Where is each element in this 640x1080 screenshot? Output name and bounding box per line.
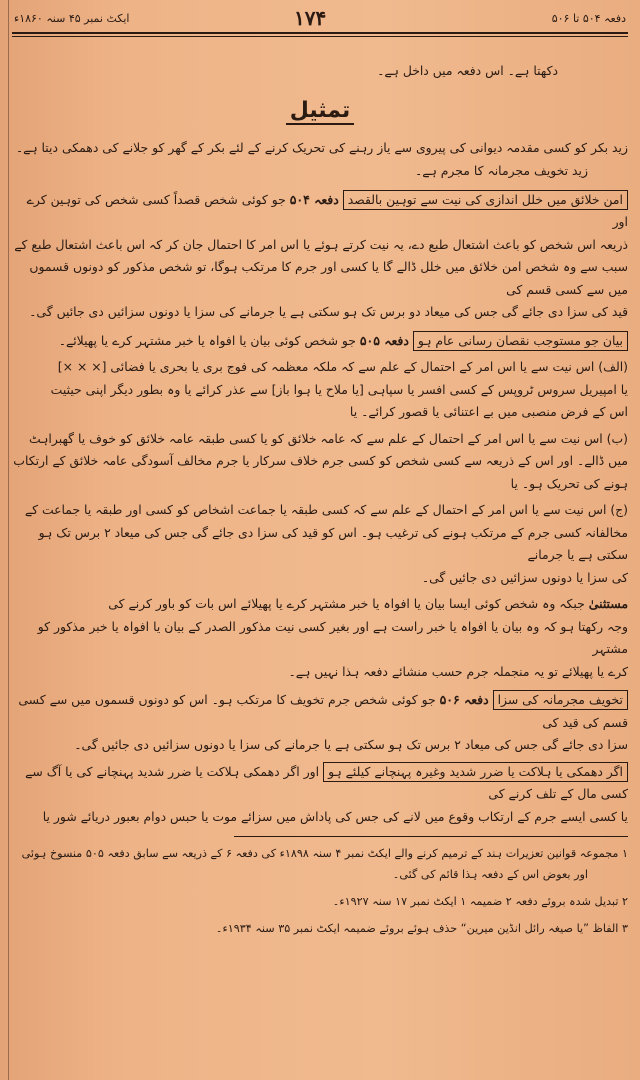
clause-c-text: کی سزا یا دونوں سزائیں دی جائیں گی۔ xyxy=(421,569,628,585)
footnote-rule xyxy=(234,836,628,837)
section-506-number: دفعہ ۵۰۶ xyxy=(439,692,489,707)
left-margin-line xyxy=(8,0,9,1080)
exception-text: جبکہ وہ شخص کوئی ایسا بیان یا افواہ یا خبر مشتہر کرے یا پھیلائے اس بات کو باور کرنے کی xyxy=(108,596,585,611)
section-506-first-line xyxy=(12,689,628,734)
page-body xyxy=(12,42,628,1080)
footnote-item: ۲ تبدیل شدہ بروئے دفعہ ۲ ضمیمہ ۱ ایکٹ نمبر ۱۷ سنہ ۱۹۲۷ء۔ xyxy=(332,895,628,908)
section-506-sub-text: یا کسی ایسے جرم کے ارتکاب وقوع میں لانے کی جس کی پاداش میں سزائے موت یا حبس دوام بعبور دریائے شور یا xyxy=(42,808,628,824)
clause-a-text: (الف) اس نیت سے یا اس امر کے احتمال کے علم سے کہ ملکہ معظمہ کی فوج بری یا بحری یا فضائی [× × ×] xyxy=(57,359,628,374)
section-505-lead: جو شخص کوئی بیان یا افواہ یا خبر مشتہر کرے یا پھیلائے۔ xyxy=(58,332,356,348)
footnote-item: ۱ مجموعہ قوانین تعزیرات ہند کے ترمیم کرنے والے ایکٹ نمبر ۴ سنہ ۱۸۹۸ء کی دفعہ ۶ کے ذریعہ سے سابق دفعہ ۵۰۵ منسوخ ہوئی xyxy=(21,847,628,860)
page-number: ۱۷۴ xyxy=(294,6,327,30)
clause-c-text: مخالفانہ کسی جرم کے مرتکب ہونے کی ترغیب ہو۔ اس کو قید کی سزا دی جائے گی جس کی میعاد ۲ برس تک ہو سکتی ہے یا جرمانے xyxy=(38,524,628,562)
intro-line: دکھتا ہے۔ اس دفعہ میں داخل ہے۔ xyxy=(377,63,558,78)
illustration-heading xyxy=(12,97,628,125)
section-504-text: سبب سے وہ شخص امن خلائق میں خلل ڈالے گا یا کسی اور جرم کا مرتکب ہوگا، تو شخص مذکور کو دونوں قسموں میں سے کسی قسم کی xyxy=(29,259,628,297)
section-505-number: دفعہ ۵۰۵ xyxy=(359,332,409,348)
section-504-first-line xyxy=(12,189,628,234)
section-506-sub-first-line xyxy=(12,761,628,806)
section-504-text: جو کوئی شخص قصداً کسی شخص کی توہین کرے اور xyxy=(26,191,628,229)
illustration-text: زید تخویف مجرمانہ کا مجرم ہے۔ xyxy=(415,163,588,178)
section-504-number: دفعہ ۵۰۴ xyxy=(289,191,339,207)
section-504-text: ذریعہ اس شخص کو باعث اشتعال طبع دے، یہ نیت کرتے ہوئے یا اس امر کا احتمال جان کر کہ اس باعث اشتعال طبع کے xyxy=(14,236,628,252)
section-506-sub-text: اور اگر دھمکی ہلاکت یا ضرر شدید پہنچانے کی یا آگ سے کسی مال کے تلف کرنے کی xyxy=(25,763,628,801)
exception-text: وجہ رکھتا ہو کہ وہ بیان یا افواہ یا خبر راست ہے اور بغیر کسی نیت مذکور الصدر کے بیان یا افواہ یا خبر مذکور کو مشتہر xyxy=(37,618,628,656)
header-section-range: دفعہ ۵۰۴ تا ۵۰۶ xyxy=(551,12,626,25)
footnotes xyxy=(12,843,628,939)
footnote-item: اور بعوض اس کے دفعہ ہذا قائم کی گئی۔ xyxy=(392,868,588,881)
section-505 xyxy=(12,330,628,684)
exception-text: کرے یا پھیلائے تو یہ منجملہ جرم حسب منشائے دفعہ ہذا نہیں ہے۔ xyxy=(288,663,628,679)
section-505-first-line xyxy=(12,330,628,353)
exception-first-line xyxy=(12,593,628,616)
clause-b-text: میں ڈالے۔ اور اس کے ذریعہ سے کسی شخص کو کسی جرم خلاف سرکار یا جرم مخالف آسودگی عامہ خلائق کے ارتکاب xyxy=(13,453,628,468)
section-506 xyxy=(12,689,628,828)
section-504-margin-note: امن خلائق میں خلل اندازی کی نیت سے توہین بالقصد xyxy=(343,190,628,210)
header-rule xyxy=(12,32,628,34)
illustration-text: زید بکر کو کسی مقدمہ دیوانی کی پیروی سے یاز رہنے کی تحریک کرنے کے لئے بکر کے گھر کو جلانے کی دھمکی دیتا ہے۔ xyxy=(15,139,628,155)
clause-b-text: (ب) اس نیت سے یا اس امر کے احتمال کے علم سے کہ عامہ خلائق کو یا کسی طبقہ عامہ خلائق کو خوف یا گھبراہٹ xyxy=(29,430,628,446)
section-506-text: سزا دی جائے گی جس کی میعاد ۲ برس تک ہو سکتی ہے یا جرمانے کی سزا یا دونوں سزائیں دی جائیں گی۔ xyxy=(74,737,628,752)
clause-a-text: یا امپیریل سروس ٹروپس کے کسی افسر یا سپاہی [یا ملاح یا ہوا باز] سے عذر کرائے یا وہ بطور دیگر اپنی حیثیت xyxy=(50,381,628,397)
clause-a-text: اس کے فرض منصبی میں بے اعتنائی یا قصور کرائے۔ یا xyxy=(349,404,628,419)
section-506-margin-note: تخویف مجرمانہ کی سزا xyxy=(493,690,628,710)
illustration-title: تمثیل xyxy=(286,98,355,125)
header-act-reference: ایکٹ نمبر ۴۵ سنہ ۱۸۶۰ء xyxy=(14,12,130,25)
header-rule-thin xyxy=(12,36,628,37)
exception-label: مستثنیٰ xyxy=(588,596,628,611)
footnote-item: ۳ الفاظ ”یا صیغہ رائل انڈین میرین“ حذف ہوئے بروئے ضمیمہ ایکٹ نمبر ۳۵ سنہ ۱۹۳۴ء۔ xyxy=(215,922,628,935)
section-504 xyxy=(12,189,628,324)
clause-c-text: (ج) اس نیت سے یا اس امر کے احتمال کے علم سے کہ کسی طبقہ یا جماعت اشخاص کو کسی اور طبقہ یا جماعت کے xyxy=(24,502,628,517)
section-504-text: قید کی سزا دی جائے گی جس کی میعاد دو برس تک ہو سکتی ہے یا جرمانے کی سزا یا دونوں سزائیں دی جائیں گی۔ xyxy=(29,304,628,319)
section-506-text: جو کوئی شخص جرم تخویف کا مرتکب ہو۔ اس کو دونوں قسموں میں سے کسی قسم کی قید کی xyxy=(18,692,628,730)
section-505-margin-note: بیان جو مستوجب نقصان رسانی عام ہو xyxy=(413,331,628,351)
clause-b-text: ہونے کی تحریک ہو۔ یا xyxy=(510,475,628,491)
section-506-sub-note: اگر دھمکی یا ہلاکت یا ضرر شدید وغیرہ پہنچانے کیلئے ہو xyxy=(323,762,628,782)
